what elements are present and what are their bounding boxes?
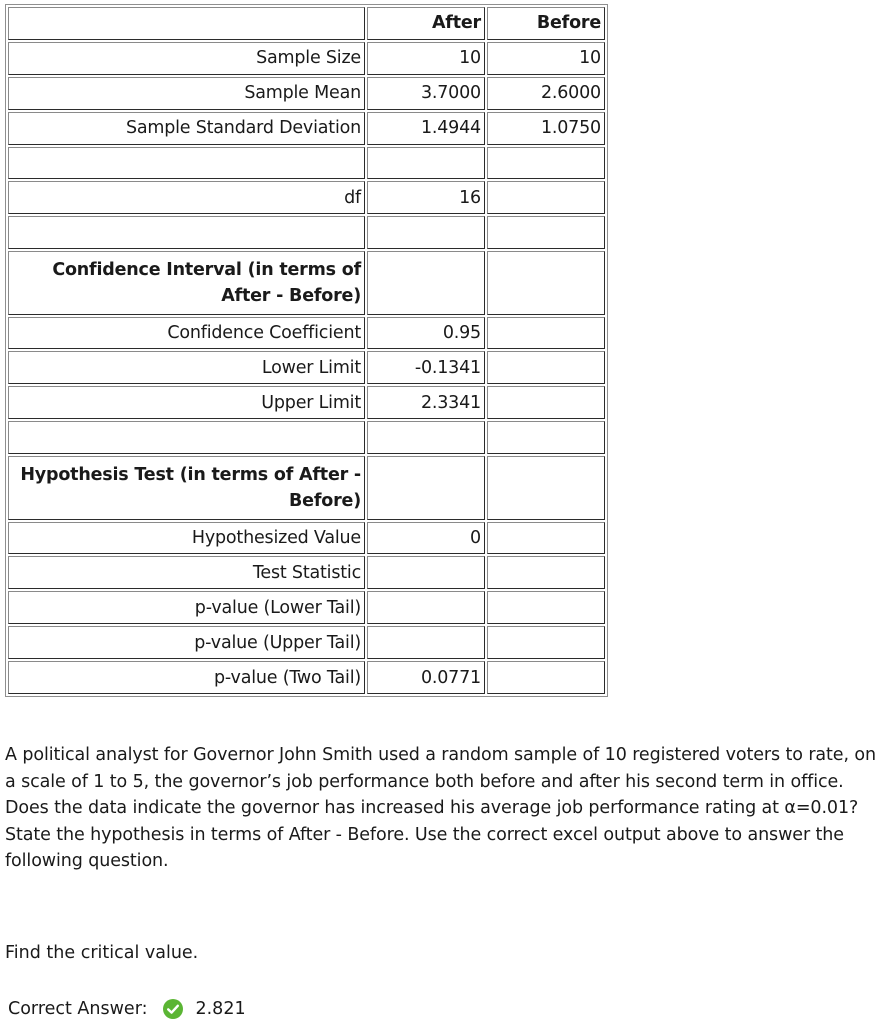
before-value (487, 522, 605, 555)
confidence-interval-heading: Confidence Interval (in terms of After - Before) (8, 251, 365, 314)
question-prompt: Find the critical value. (5, 943, 199, 963)
correct-answer-label: Correct Answer: (8, 999, 148, 1019)
row-label: df (8, 181, 365, 214)
blank-cell (367, 421, 485, 454)
before-value: 1.0750 (487, 112, 605, 145)
blank-row (8, 421, 605, 454)
blank-cell (487, 147, 605, 180)
section-heading-row (8, 456, 605, 519)
after-value: 2.3341 (367, 386, 485, 419)
table-row (8, 626, 605, 659)
section-heading-row (8, 251, 605, 314)
row-label: p-value (Lower Tail) (8, 591, 365, 624)
row-label: Sample Standard Deviation (8, 112, 365, 145)
after-value: 3.7000 (367, 77, 485, 110)
before-value (487, 181, 605, 214)
table-row (8, 351, 605, 384)
before-value (487, 386, 605, 419)
blank-cell (367, 456, 485, 519)
hypothesis-test-heading: Hypothesis Test (in terms of After - Before) (8, 456, 365, 519)
after-value (367, 626, 485, 659)
question-text: A political analyst for Governor John Smith used a random sample of 10 registered voters to rate, on a scale of 1 to 5, the governor’s job performance both before and after his second term in office. Does the data indicate the governor has increased his average job performance rating at α=0.01? State the hypothesis in terms of After - Before. Use the correct excel output above to answer the following question. (5, 745, 876, 871)
before-value: 10 (487, 42, 605, 75)
after-value (367, 591, 485, 624)
blank-row (8, 147, 605, 180)
table-row (8, 181, 605, 214)
table-row (8, 42, 605, 75)
blank-cell (8, 216, 365, 249)
before-value (487, 317, 605, 350)
row-label: Confidence Coefficient (8, 317, 365, 350)
correct-answer-value: 2.821 (195, 999, 246, 1019)
after-value: 0.0771 (367, 661, 485, 694)
blank-cell (487, 421, 605, 454)
blank-cell (367, 216, 485, 249)
table-row (8, 77, 605, 110)
row-label: Test Statistic (8, 556, 365, 589)
table-row (8, 386, 605, 419)
before-column-header: Before (487, 7, 605, 40)
table-row (8, 556, 605, 589)
after-value: 0 (367, 522, 485, 555)
table-row (8, 591, 605, 624)
before-value (487, 556, 605, 589)
correct-answer-row (8, 995, 246, 1023)
before-value: 2.6000 (487, 77, 605, 110)
row-label: p-value (Two Tail) (8, 661, 365, 694)
table-row (8, 317, 605, 350)
table-row (8, 522, 605, 555)
blank-cell (487, 216, 605, 249)
blank-cell (8, 147, 365, 180)
row-label: Hypothesized Value (8, 522, 365, 555)
before-value (487, 661, 605, 694)
blank-cell (8, 421, 365, 454)
header-blank-cell (8, 7, 365, 40)
row-label: Sample Mean (8, 77, 365, 110)
row-label: p-value (Upper Tail) (8, 626, 365, 659)
after-value: -0.1341 (367, 351, 485, 384)
blank-row (8, 216, 605, 249)
after-value: 10 (367, 42, 485, 75)
after-value: 1.4944 (367, 112, 485, 145)
blank-cell (487, 251, 605, 314)
after-value (367, 556, 485, 589)
table-row (8, 661, 605, 694)
check-circle-icon (163, 999, 183, 1019)
before-value (487, 591, 605, 624)
row-label: Upper Limit (8, 386, 365, 419)
row-label: Lower Limit (8, 351, 365, 384)
header-row (8, 7, 605, 40)
excel-output-table (5, 4, 608, 697)
blank-cell (367, 251, 485, 314)
before-value (487, 626, 605, 659)
after-value: 16 (367, 181, 485, 214)
table-row (8, 112, 605, 145)
row-label: Sample Size (8, 42, 365, 75)
blank-cell (367, 147, 485, 180)
after-value: 0.95 (367, 317, 485, 350)
after-column-header: After (367, 7, 485, 40)
blank-cell (487, 456, 605, 519)
before-value (487, 351, 605, 384)
